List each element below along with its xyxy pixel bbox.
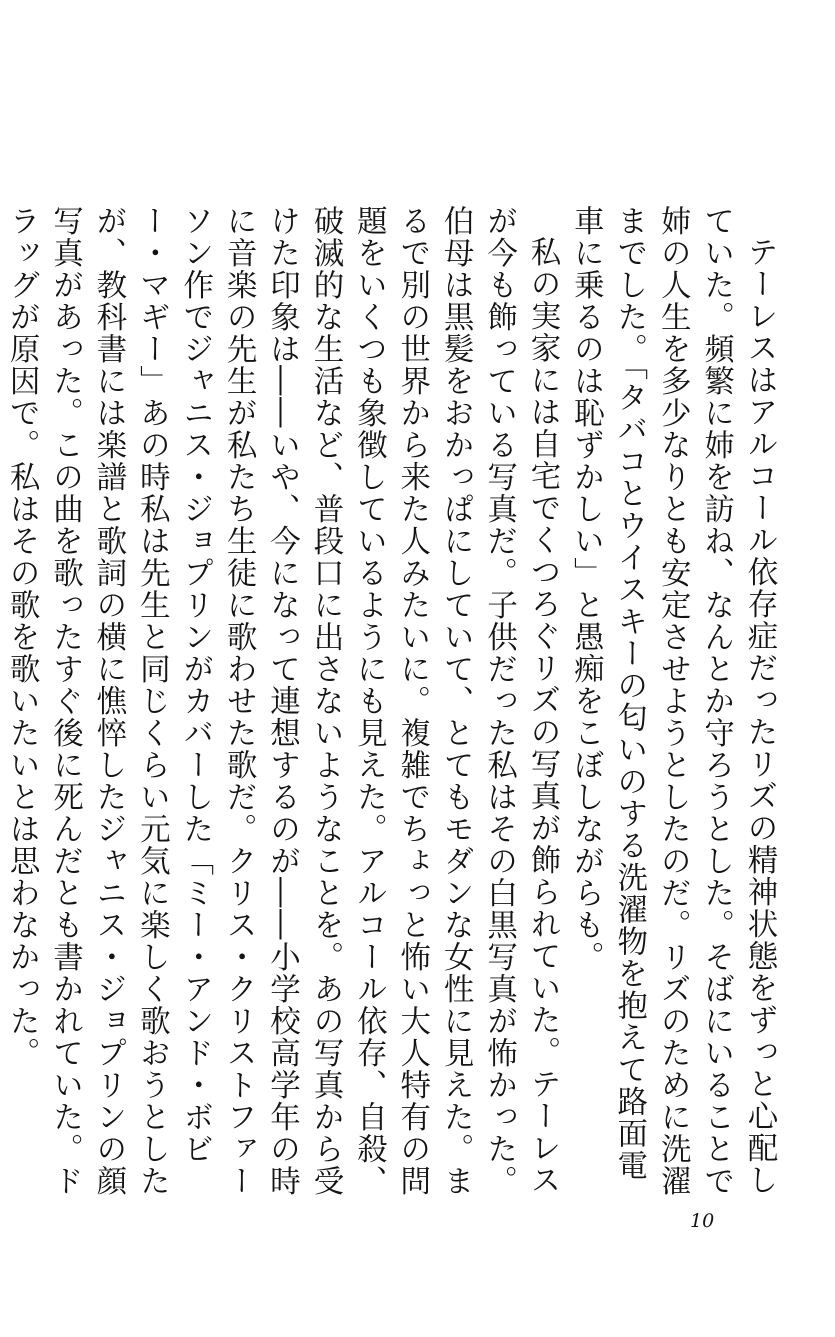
page-number: 10 [690,1210,715,1232]
paragraph-2: 私の実家には自宅でくつろぐリズの写真が飾られていた。テーレスが今も飾っている写真だ。子供だった私はその白黒写真が怖かった。伯母は黒髪をおかっぱにしていて、とてもモダンな女性に見えた。まるで別の世界から来た人みたいに。複雑でちょっと怖い大人特有の問題をいくつも象徴しているようにも見えた。アルコール依存、自殺、破滅的な生活など、普段口に出さないようなことを。あの写真から受けた印象は――いや、今になって連想するのが――小学校高学年の時に音楽の先生が私たち生徒に歌わせた歌だ。クリス・クリストファーソン作でジャニス・ジョプリンがカバーした「ミー・アンド・ボビー・マギー」あの時私は先生と同じくらい元気に楽しく歌おうとしたが、教科書には楽譜と歌詞の横に憔悴したジャニス・ジョプリンの顔写真があった。この曲を歌ったすぐ後に死んだとも書かれていた。ドラッグが原因で。私はその歌を歌いたいとは思わなかった。 [4,205,560,1197]
body-text [4,205,781,1205]
paragraph-1: テーレスはアルコール依存症だったリズの精神状態をずっと心配していた。頻繁に姉を訪ね、なんとか守ろうとした。そばにいることで姉の人生を多少なりとも安定させようとしたのだ。リズのために洗濯までした。「タバコとウイスキーの匂いのする洗濯物を抱えて路面電車に乗るのは恥ずかしい」と愚痴をこぼしながらも。 [568,205,777,1197]
